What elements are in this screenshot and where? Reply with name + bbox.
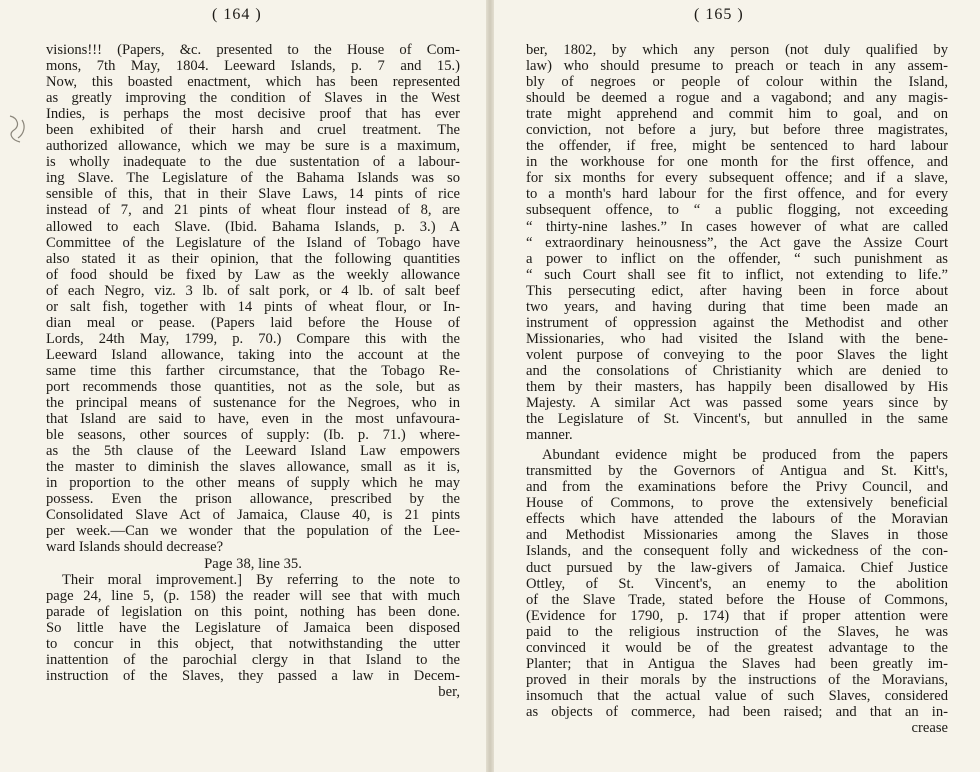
text-line: mons, 7th May, 1804. Leeward Islands, p. 7 and 15.) — [46, 58, 460, 75]
text-line: also stated it as their opinion, that the following quantities — [46, 250, 460, 267]
text-line: them by their masters, has happily been disallowed by His — [526, 378, 948, 395]
text-line: So little have the Legislature of Jamaica been disposed — [46, 619, 460, 636]
text-line: transmitted by the Governors of Antigua and St. Kitt's, — [526, 463, 948, 480]
text-line: two years, and having during that time been made an — [526, 298, 948, 315]
text-line: Ottley, of St. Vincent's, an enemy to the abolition — [526, 575, 948, 592]
text-line: page 24, line 5, (p. 158) the reader will see that with much — [46, 587, 460, 604]
book-gutter — [486, 0, 494, 772]
left-page — [0, 0, 486, 772]
text-line: sensible of this, that in their Slave Laws, 14 pints of rice — [46, 186, 460, 203]
text-line: instruction of the Slaves, they passed a law in Decem- — [46, 667, 460, 684]
text-line: or salt fish, together with 14 pints of wheat flour, or In- — [46, 298, 460, 315]
right-page-body — [526, 42, 948, 736]
text-line: the offender, if free, might be sentenced to hard labour — [526, 138, 948, 155]
text-line: subsequent offence, to “ a public flogging, not exceeding — [526, 202, 948, 219]
text-line: Missionaries, who had visited the Island with the bene- — [526, 330, 948, 347]
text-line: parade of legislation on this point, nothing has been done. — [46, 603, 460, 620]
text-line: ble seasons, other sources of supply: (Ib. p. 71.) where- — [46, 427, 460, 444]
text-line: convinced it would be of the greatest advantage to the — [526, 639, 948, 656]
text-line: Now, this boasted enactment, which has been represented — [46, 74, 460, 91]
text-line: the Legislature of St. Vincent's, but annulled in the same — [526, 411, 948, 428]
text-line: of food should be fixed by Law as the weekly allowance — [46, 266, 460, 283]
text-line: “ such Court shall see fit to inflict, not extending to life.” — [526, 266, 948, 283]
text-line: proved in their morals by the instructions of the Moravians, — [526, 671, 948, 688]
page-number-left: ( 164 ) — [212, 6, 262, 23]
text-line: “ thirty-nine lashes.” In cases however of what are called — [526, 218, 948, 235]
text-line: visions!!! (Papers, &c. presented to the House of Com- — [46, 42, 460, 58]
text-line: Consolidated Slave Act of Jamaica, Clause 40, is 21 pints — [46, 507, 460, 524]
text-line: as objects of commerce, had been raised; and that an in- — [526, 703, 948, 720]
text-line: and the consolations of Christianity which are denied to — [526, 362, 948, 379]
text-line: same time this farther circumstance, that the Tobago Re- — [46, 362, 460, 379]
text-line: for six months for every subsequent offence; and if a slave, — [526, 170, 948, 187]
text-line: allowed to each Slave. (Ibid. Bahama Islands, p. 3.) A — [46, 218, 460, 235]
text-line: Planter; that in Antigua the Slaves had been greatly im- — [526, 655, 948, 672]
text-line: should be deemed a rogue and a vagabond; and any magis- — [526, 90, 948, 107]
text-line: manner. — [526, 427, 573, 444]
text-line: Majesty. A similar Act was passed some years since by — [526, 395, 948, 412]
text-line: that Island are said to have, even in the most unfavoura- — [46, 411, 460, 428]
text-line: conviction, not before a jury, but before three magistrates, — [526, 122, 948, 139]
text-line: inattention of the parochial clergy in that Island to the — [46, 651, 460, 668]
text-line: in the workhouse for one month for the first offence, and — [526, 154, 948, 171]
text-line: paid to the religious instruction of the Slaves, he was — [526, 623, 948, 640]
text-line: a power to inflict on the offender, “ such punishment as — [526, 250, 948, 267]
text-line: been exhibited of their harsh and cruel treatment. The — [46, 122, 460, 139]
text-line: “ extraordinary heinousness”, the Act gave the Assize Court — [526, 234, 948, 251]
text-line: ber, 1802, by which any person (not duly qualified by — [526, 42, 948, 58]
handwritten-margin-mark — [4, 112, 30, 148]
text-line: House of Commons, to prove the extensively beneficial — [526, 495, 948, 512]
text-line: in proportion to the other means of supply which he may — [46, 475, 460, 492]
text-line: bly of negroes or people of colour within the Island, — [526, 74, 948, 91]
text-line: Their moral improvement.] By referring to the note to — [62, 571, 460, 588]
text-line: per week.—Can we wonder that the population of the Lee- — [46, 523, 460, 540]
text-line: effects which have attended the labours of the Moravian — [526, 511, 948, 528]
right-page — [494, 0, 980, 772]
text-line: Lords, 24th May, 1799, p. 70.) Compare this with the — [46, 330, 460, 347]
text-line: Leeward Island allowance, taking into the account at the — [46, 346, 460, 363]
text-line: ward Islands should decrease? — [46, 539, 224, 556]
text-line: Committee of the Legislature of the Island of Tobago have — [46, 234, 460, 251]
text-line: This persecuting edict, after having been in force about — [526, 282, 948, 299]
text-line: the master to diminish the slaves allowance, small as it is, — [46, 459, 460, 476]
text-line: possess. Even the prison allowance, prescribed by the — [46, 491, 460, 508]
text-line: instrument of oppression against the Methodist and other — [526, 314, 948, 331]
text-line: is wholly inadequate to the due sustentation of a labour- — [46, 154, 460, 171]
catchword: crease — [911, 719, 948, 736]
text-line: Indies, is perhaps the most decisive proof that has ever — [46, 106, 460, 123]
text-line: of each Negro, viz. 3 lb. of salt pork, or 4 lb. of salt beef — [46, 282, 460, 299]
text-line: to a month's hard labour for the first offence, and for every — [526, 186, 948, 203]
section-heading: Page 38, line 35. — [204, 555, 302, 572]
text-line: and from the examinations before the Privy Council, and — [526, 479, 948, 496]
text-line: Abundant evidence might be produced from the papers — [542, 447, 948, 464]
text-line: volent purpose of conveying to the poor Slaves the light — [526, 346, 948, 363]
catchword: ber, — [438, 683, 460, 700]
text-line: of the Slave Trade, stated before the House of Commons, — [526, 591, 948, 608]
text-line: (Evidence for 1790, p. 174) that if proper attention were — [526, 607, 948, 624]
text-line: insomuch that the actual value of such Slaves, considered — [526, 687, 948, 704]
text-line: duct pursued by the law-givers of Jamaica. Chief Justice — [526, 559, 948, 576]
text-line: ing Slave. The Legislature of the Bahama Islands was so — [46, 170, 460, 187]
text-line: authorized allowance, which we may be sure is a maximum, — [46, 138, 460, 155]
text-line: to concur in this object, that notwithstanding the utter — [46, 635, 460, 652]
text-line: as the 5th clause of the Leeward Island Law empowers — [46, 443, 460, 460]
text-line: instead of 7, and 21 pints of wheat flour instead of 8, are — [46, 202, 460, 219]
left-page-body — [46, 42, 460, 700]
text-line: as greatly improving the condition of Slaves in the West — [46, 90, 460, 107]
text-line: trate might apprehend and commit him to goal, and on — [526, 106, 948, 123]
text-line: Islands, and the consequent folly and wickedness of the con- — [526, 543, 948, 560]
text-line: and Methodist Missionaries among the Slaves in those — [526, 527, 948, 544]
text-line: law) who should presume to preach or teach in any assem- — [526, 58, 948, 75]
page-number-right: ( 165 ) — [694, 6, 744, 23]
text-line: the principal means of sustenance for the Negroes, who in — [46, 395, 460, 412]
text-line: dian meal or pease. (Papers laid before the House of — [46, 314, 460, 331]
text-line: port recommends those quantities, not as the sole, but as — [46, 378, 460, 395]
